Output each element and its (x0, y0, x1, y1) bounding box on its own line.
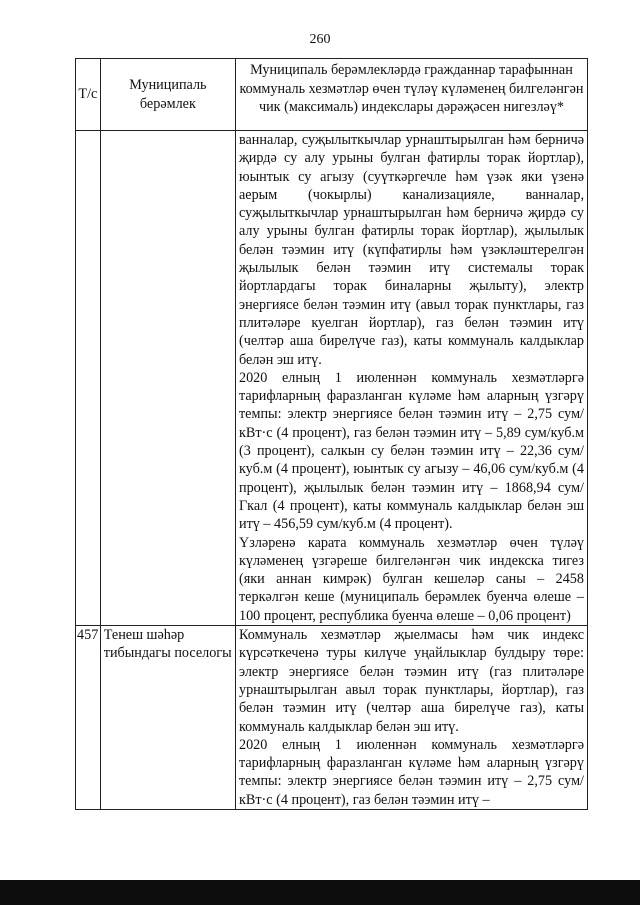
row-number (76, 131, 101, 626)
paragraph: Коммуналь хезмәтләр җыелмасы һәм чик индекс күрсәткеченә туры килүче уңайлыклар булдыру төре: электр энергиясе белән тәэмин итү (газ плитәләре урнаштырылган авыл торак пунктлары, йортлар), газ белән тәэмин итү (челтәр аша бирелүче газ), каты коммуналь калдыклар белән эш итү. (238, 627, 584, 735)
paragraph: 2020 елның 1 июленнән коммуналь хезмәтләргә тарифларның фаразланган күләме һәм аларның үзгәрү темпы: электр энергиясе белән тәэмин итү – 2,75 сум/кВт·с (4 процент), газ белән тәэмин итү – 5,89 сум/куб.м (3 процент), салкын су белән тәэмин итү – 22,36 сум/куб.м (4 процент), юынтык су агызу – 46,06 сум/куб.м (4 процент), җылылык белән тәэмин итү – 1868,94 сум/Гкал (4 процент), каты коммуналь калдыклар белән эш итү – 456,59 сум/куб.м (4 процент). (238, 369, 584, 533)
scan-bottom-edge (0, 880, 640, 905)
indices-table (75, 58, 588, 810)
header-municipality: Муниципаль берәмлек (100, 59, 235, 131)
paragraph: 2020 елның 1 июленнән коммуналь хезмәтләргә тарифларның фаразланган күләме һәм аларның үзгәрү темпы: электр энергиясе белән тәэмин итү – 2,75 сум/кВт·с (4 процент), газ белән тәэмин итү – (238, 736, 584, 808)
header-number: Т/с (76, 59, 101, 131)
page-number: 260 (309, 32, 331, 47)
table-header-row (76, 59, 588, 131)
table-row (76, 131, 588, 626)
paragraph: Үзләренә карата коммуналь хезмәтләр өчен түләү күләменең үзгәреше билгеләнгән чик индекска тигез (яки аннан кимрәк) булган кешеләр саны – 2458 теркәлгән кеше (муниципаль берәмлек буенча өлеше – 100 процент, республика буенча өлеше – 0,06 процент) (238, 534, 584, 624)
row-description (235, 626, 587, 810)
header-index: Муниципаль берәмлекләрдә гражданнар тарафыннан коммуналь хезмәтләр өчен түләү күләменең билгеләнгән чик (максималь) индекслары дәрәҗәсен нигезләү* (235, 59, 587, 131)
row-municipality (100, 131, 235, 626)
row-number: 457 (76, 626, 101, 810)
paragraph: ванналар, суҗылыткычлар урнаштырылган һәм берничә җирдә су алу урыны булган фатирлы торак йортлар), юынтык су агызу (суүткәргечле һәм үзәк яки үзенә аерым (чокырлы) канализацияле, ванналар, суҗылыткычлар урнаштырылган һәм берничә җирдә су алу урыны булган фатирлы торак йортлар), җылылык белән тәэмин итү (күпфатирлы һәм үзәкләштерелгән җылылык белән тәэмин итү системалы торак йортлардагы торак биналарны җылыту), электр энергиясе белән тәэмин итү (авыл торак пунктлары, газ плитәләре куелган йортлар), газ белән тәэмин итү (челтәр аша бирелүче газ), каты коммуналь калдыклар белән эш итү. (238, 132, 584, 368)
row-municipality: Тенеш шәһәр тибындагы поселогы (100, 626, 235, 810)
row-description (235, 131, 587, 626)
table-row (76, 626, 588, 810)
